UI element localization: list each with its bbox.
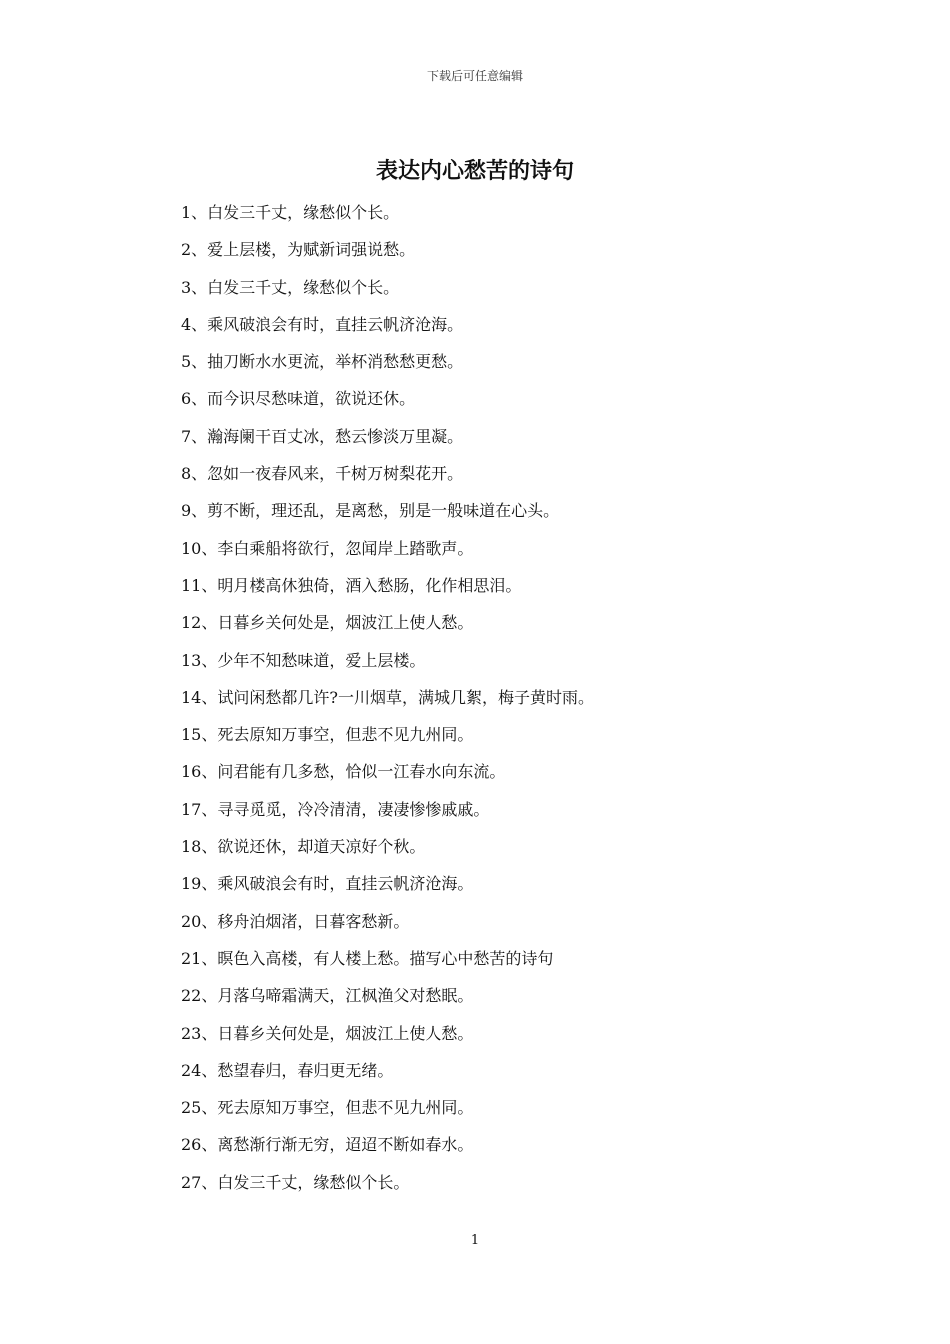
poem-item: 9、剪不断，理还乱，是离愁，别是一般味道在心头。 [181,501,560,521]
poem-item: 18、欲说还休，却道天凉好个秋。 [181,837,426,857]
page-title: 表达内心愁苦的诗句 [375,159,574,184]
poem-item: 21、暝色入高楼，有人楼上愁。描写心中愁苦的诗句 [181,948,554,968]
poem-item: 20、移舟泊烟渚，日暮客愁新。 [181,911,410,931]
header-note: 下载后可任意编辑 [426,69,523,83]
poem-item: 14、试问闲愁都几许?一川烟草，满城几絮，梅子黄时雨。 [181,687,594,707]
poem-item: 19、乘风破浪会有时，直挂云帆济沧海。 [181,874,474,894]
poem-item: 16、问君能有几多愁，恰似一江春水向东流。 [181,762,506,782]
poem-item: 10、李白乘船将欲行，忽闻岸上踏歌声。 [181,538,474,558]
poem-item: 15、死去原知万事空，但悲不见九州同。 [181,725,474,745]
poem-item: 25、死去原知万事空，但悲不见九州同。 [181,1098,474,1118]
poem-item: 2、爱上层楼，为赋新词强说愁。 [181,240,416,260]
poem-item: 7、瀚海阑干百丈冰，愁云惨淡万里凝。 [181,426,464,446]
poem-item: 3、白发三千丈，缘愁似个长。 [181,277,400,297]
poem-item: 13、少年不知愁味道，爱上层楼。 [181,650,426,670]
poem-item: 5、抽刀断水水更流，举杯消愁愁更愁。 [181,352,464,372]
poem-item: 22、月落乌啼霜满天，江枫渔父对愁眠。 [181,986,474,1006]
poem-item: 11、明月楼高休独倚，酒入愁肠，化作相思泪。 [181,575,522,595]
poem-item: 6、而今识尽愁味道，欲说还休。 [181,389,416,409]
poem-item: 27、白发三千丈，缘愁似个长。 [181,1172,410,1192]
poem-item: 8、忽如一夜春风来，千树万树梨花开。 [181,464,464,484]
poem-item: 26、离愁渐行渐无穷，迢迢不断如春水。 [181,1135,474,1155]
poem-item: 1、白发三千丈，缘愁似个长。 [181,203,400,222]
poem-item: 23、日暮乡关何处是，烟波江上使人愁。 [181,1023,474,1043]
poem-item: 12、日暮乡关何处是，烟波江上使人愁。 [181,613,474,633]
poem-item: 4、乘风破浪会有时，直挂云帆济沧海。 [181,314,464,334]
poem-item: 17、寻寻觅觅，冷冷清清，凄凄惨惨戚戚。 [181,799,490,819]
poem-list [181,199,901,1206]
page-number: 1 [470,1233,480,1248]
poem-item: 24、愁望春归，春归更无绪。 [181,1060,394,1080]
